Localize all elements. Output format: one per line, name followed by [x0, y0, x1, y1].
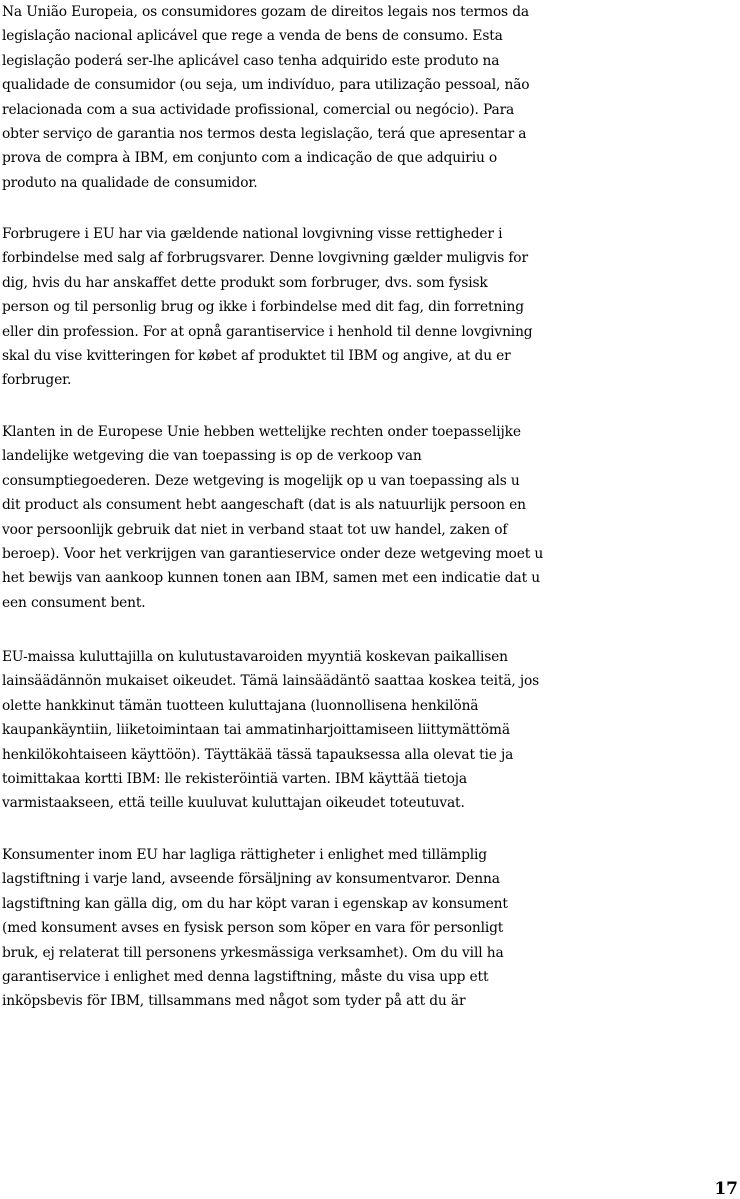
text-line: eller din profession. For at opnå garantiservice i henhold til denne lovgivning [2, 323, 533, 340]
text-line: Forbrugere i EU har via gældende national lovgivning visse rettigheder i [2, 226, 503, 242]
text-line: skal du vise kvitteringen for købet af produktet til IBM og angive, at du er [2, 348, 511, 365]
text-line: lainsäädännön mukaiset oikeudet. Tämä lainsäädäntö saattaa koskea teitä, jos [2, 673, 540, 690]
text-line: lagstiftning kan gälla dig, om du har köpt varan i egenskap av konsument [2, 895, 508, 912]
text-line: qualidade de consumidor (ou seja, um indivíduo, para utilização pessoal, não [2, 77, 530, 94]
text-line: Konsumenter inom EU har lagliga rättigheter i enlighet med tillämplig [2, 847, 487, 863]
text-line: landelijke wetgeving die van toepassing is op de verkoop van [2, 448, 422, 465]
text-line: forbruger. [2, 372, 72, 389]
text-line: legislação nacional aplicável que rege a venda de bens de consumo. Esta [2, 28, 503, 45]
page-number: 17 [714, 1179, 738, 1199]
text-line: bruk, ej relaterat till personens yrkesmässiga verksamhet). Om du vill ha [2, 944, 504, 961]
text-line: voor persoonlijk gebruik dat niet in verband staat tot uw handel, zaken of [2, 521, 508, 538]
text-line: inköpsbevis för IBM, tillsammans med något som tyder på att du är [2, 993, 466, 1010]
paragraph-danish [2, 222, 740, 393]
text-line: een consument bent. [2, 594, 146, 611]
text-line: relacionada com a sua actividade profissional, comercial ou negócio). Para [2, 101, 515, 118]
text-line: dig, hvis du har anskaffet dette produkt som forbruger, dvs. som fysisk [2, 274, 488, 291]
text-line: henkilökohtaiseen käyttöön). Täyttäkää tässä tapauksessa alla olevat tie ja [2, 746, 514, 763]
paragraph-dutch [2, 420, 740, 615]
text-line: person og til personlig brug og ikke i forbindelse med dit fag, din forretning [2, 299, 524, 316]
text-line: forbindelse med salg af forbrugsvarer. Denne lovgivning gælder muligvis for [2, 250, 528, 267]
text-line: obter serviço de garantia nos termos desta legislação, terá que apresentar a [2, 126, 527, 143]
text-line: Klanten in de Europese Unie hebben wettelijke rechten onder toepasselijke [2, 424, 521, 440]
text-line: EU-maissa kuluttajilla on kulutustavaroiden myyntiä koskevan paikallisen [2, 649, 508, 665]
text-line: consumptiegoederen. Deze wetgeving is mogelijk op u van toepassing als u [2, 472, 520, 489]
text-line: het bewijs van aankoop kunnen tonen aan IBM, samen met een indicatie dat u [2, 570, 540, 587]
text-line: legislação poderá ser-lhe aplicável caso tenha adquirido este produto na [2, 52, 500, 69]
paragraph-portuguese [2, 0, 740, 195]
text-line: olette hankkinut tämän tuotteen kuluttajana (luonnollisena henkilönä [2, 697, 479, 714]
text-line: dit product als consument hebt aangeschaft (dat is als natuurlijk persoon en [2, 497, 526, 514]
text-line: Na União Europeia, os consumidores gozam de direitos legais nos termos da [2, 4, 529, 20]
text-line: toimittakaa kortti IBM: lle rekisteröintiä varten. IBM käyttää tietoja [2, 771, 468, 788]
text-line: kaupankäyntiin, liiketoimintaan tai ammatinharjoittamiseen liittymättömä [2, 722, 510, 739]
text-line: (med konsument avses en fysisk person som köper en vara för personligt [2, 920, 504, 937]
text-line: produto na qualidade de consumidor. [2, 174, 258, 191]
text-line: prova de compra à IBM, em conjunto com a indicação de que adquiriu o [2, 150, 498, 167]
text-line: garantiservice i enlighet med denna lagstiftning, måste du visa upp ett [2, 969, 489, 986]
paragraph-swedish [2, 843, 740, 1014]
text-line: lagstiftning i varje land, avseende försäljning av konsumentvaror. Denna [2, 871, 500, 888]
paragraph-finnish [2, 645, 740, 816]
text-line: varmistaakseen, että teille kuuluvat kuluttajan oikeudet toteutuvat. [2, 795, 465, 812]
text-line: beroep). Voor het verkrijgen van garantieservice onder deze wetgeving moet u [2, 546, 544, 563]
